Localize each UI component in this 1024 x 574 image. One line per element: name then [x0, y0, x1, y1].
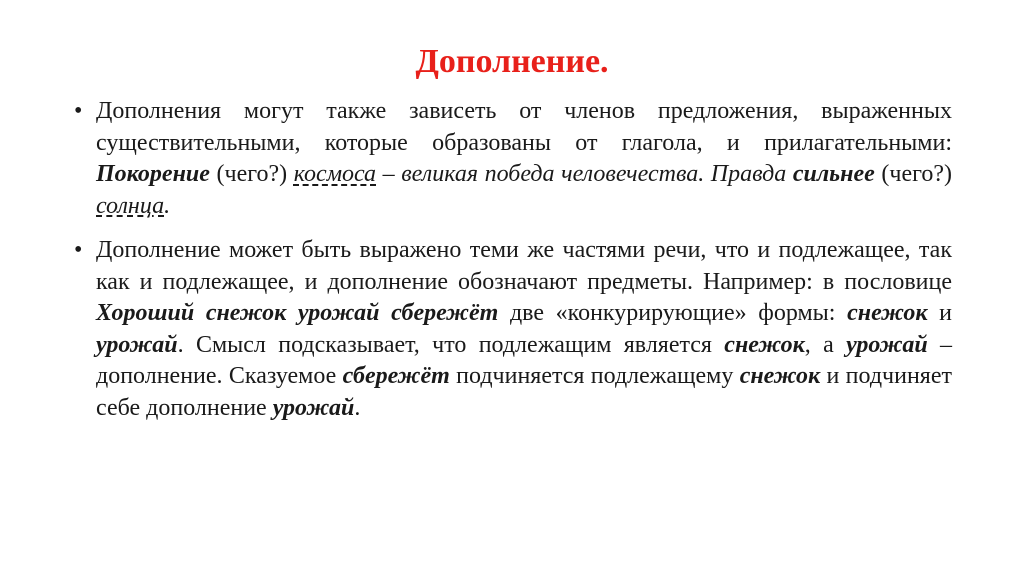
object-word: космоса [293, 161, 377, 187]
question-text: (чего?) [209, 161, 294, 187]
emphasized-word: снежок [847, 300, 928, 326]
text-segment: Дополнение может быть выражено теми же частями речи, что и подлежащее, так как и подлежащее, и дополнение обозначают предметы. Например: в пословице [96, 237, 952, 295]
text-segment: . [354, 394, 361, 421]
text-segment: . [164, 192, 171, 219]
bullet-item [74, 235, 952, 424]
emphasized-word: сбережёт [342, 363, 450, 389]
text-segment: Дополнения могут также зависеть от членов предложения, выраженных существительными, которые образованы от глагола, и прилагательными: [96, 98, 952, 156]
text-segment: и подчиняет себе дополнение [96, 363, 952, 421]
bullet-list [74, 96, 952, 424]
bullet-item [74, 96, 952, 222]
text-segment: – дополнение. Сказуемое [96, 331, 953, 389]
proverb-text: Хороший снежок урожай сбережёт [96, 300, 499, 326]
emphasized-word: снежок [724, 331, 805, 358]
text-segment: подчиняется подлежащему [449, 363, 740, 389]
slide-title: Дополнение. [415, 43, 609, 80]
emphasized-word: урожай [846, 331, 928, 358]
text-segment: . Смысл подсказывает, что подлежащим является [177, 331, 725, 358]
text-segment: , а [804, 331, 847, 358]
bullet-marker: • [74, 98, 83, 124]
object-word: солнца [96, 192, 165, 219]
text-segment: – великая победа человечества. Правда [376, 161, 793, 187]
emphasized-word: сильнее [792, 161, 875, 187]
emphasized-word: урожай [272, 394, 355, 421]
bullet-marker: • [74, 237, 83, 263]
emphasized-word: Покорение [96, 161, 210, 187]
emphasized-word: урожай [96, 331, 178, 358]
question-text: (чего?) [874, 161, 952, 187]
text-segment: две «конкурирующие» формы: [498, 300, 848, 326]
emphasized-word: снежок [739, 363, 821, 389]
text-segment: и [927, 300, 953, 326]
